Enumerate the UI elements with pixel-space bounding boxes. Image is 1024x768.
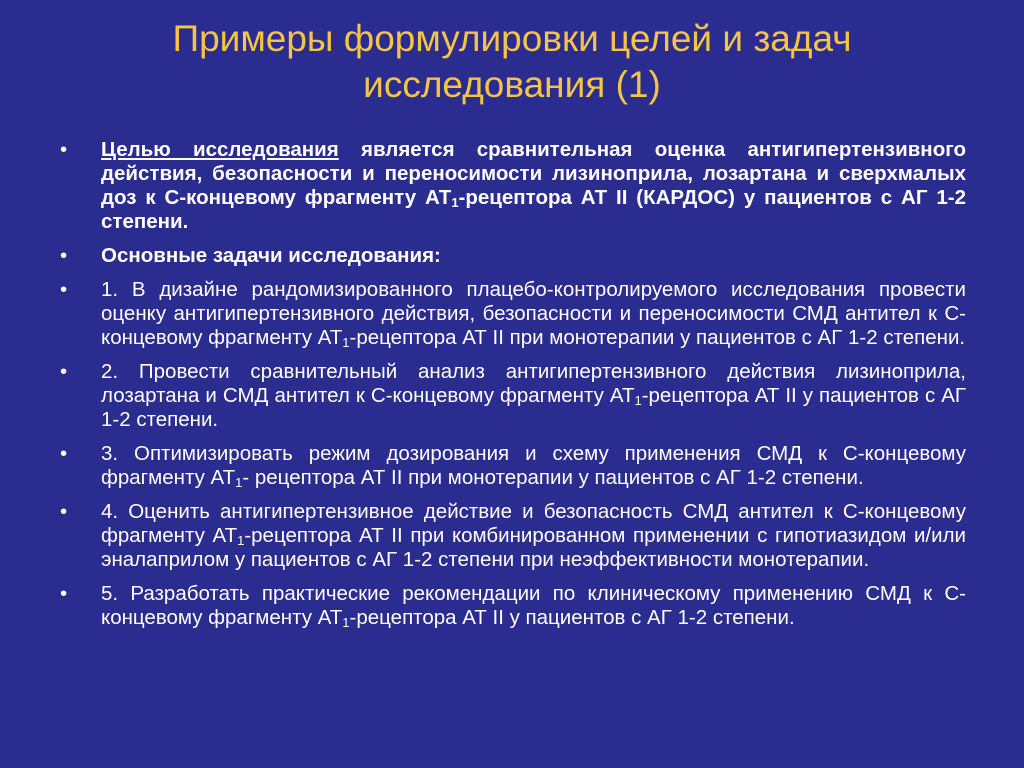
- slide-title-line-2: исследования (1): [363, 64, 661, 105]
- bullet-icon: •: [60, 360, 68, 383]
- slide-title: [0, 16, 1024, 108]
- list-item-task-2: [58, 360, 966, 432]
- task-2-text: 2. Провести сравнительный анализ антигипертензивного действия лизиноприла, лозартана и СМД антител к С-концевому фрагменту $АТ_1$-рецептора АТ II у пациентов с АГ 1-2 степени.: [101, 360, 966, 431]
- bullet-icon: •: [60, 442, 68, 465]
- goal-text: является сравнительная оценка антигипертензивного действия, безопасности и переносимости лизиноприла, лозартана и сверхмалых доз к С-концевому фрагменту $АТ_1$-рецептора АТ II (КАРДОС) у пациентов с АГ 1-2 степени.: [101, 138, 967, 233]
- list-item-goal: [58, 138, 966, 234]
- task-4-text: 4. Оценить антигипертензивное действие и безопасность СМД антител к С-концевому фрагменту $АТ_1$-рецептора АТ II при комбинированном применении с гипотиазидом и/или эналаприлом у пациентов с АГ 1-2 степени при неэффективности монотерапии.: [101, 500, 966, 571]
- list-item-task-5: [58, 582, 966, 630]
- tasks-heading: Основные задачи исследования:: [101, 244, 441, 267]
- list-item-tasks-heading: [58, 244, 966, 268]
- list-item-task-1: [58, 278, 966, 350]
- task-1-text: 1. В дизайне рандомизированного плацебо-контролируемого исследования провести оценку антигипертензивного действия, безопасности и переносимости СМД антител к С-концевому фрагменту $АТ_1$-рецептора АТ II при монотерапии у пациентов с АГ 1-2 степени.: [101, 278, 966, 350]
- bullet-icon: •: [60, 138, 68, 161]
- bullet-icon: •: [60, 244, 68, 267]
- goal-label: Целью исследования: [101, 138, 339, 161]
- bullet-icon: •: [60, 582, 68, 605]
- slide-title-line-1: Примеры формулировки целей и задач: [172, 18, 852, 59]
- task-5-text: 5. Разработать практические рекомендации по клиническому применению СМД к С-концевому фрагменту $АТ_1$-рецептора АТ II у пациентов с АГ 1-2 степени.: [101, 582, 966, 630]
- bullet-list: [58, 138, 966, 640]
- list-item-task-3: [58, 442, 966, 490]
- bullet-icon: •: [60, 278, 68, 301]
- list-item-task-4: [58, 500, 966, 572]
- task-3-text: 3. Оптимизировать режим дозирования и схему применения СМД к С-концевому фрагменту $АТ_1-$ рецептора АТ II при монотерапии у пациентов с АГ 1-2 степени.: [101, 442, 966, 490]
- bullet-icon: •: [60, 500, 68, 523]
